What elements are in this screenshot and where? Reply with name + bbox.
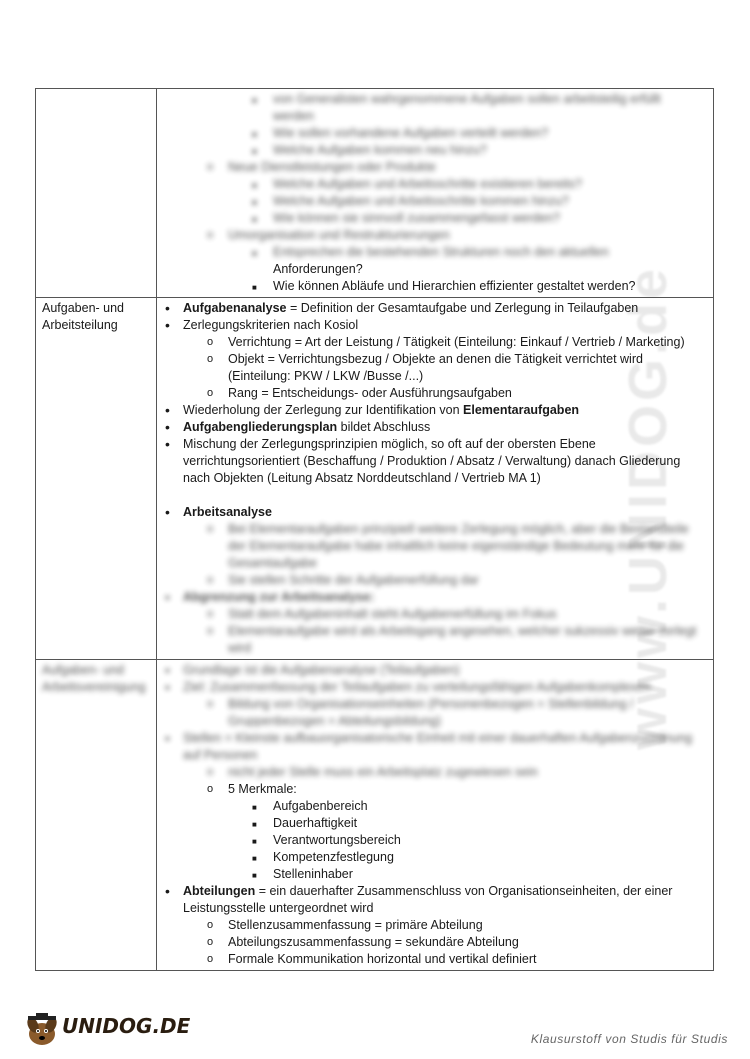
list-item: Dauerhaftigkeit	[273, 816, 358, 830]
list-item: Neue Dienstleistungen oder Produkte	[228, 160, 436, 174]
table-row	[36, 298, 714, 660]
list-item: von Generalisten wahrgenommene Aufgaben sollen arbeitsteilig erfüllt	[273, 92, 661, 106]
list-item: Wie können sie sinnvoll zusammengefasst werden?	[273, 211, 560, 225]
logo-text: UNIDOG.DE	[62, 1014, 191, 1038]
table-cell-label-empty	[36, 89, 157, 298]
content-table	[35, 88, 714, 971]
footer-tagline: Klausurstoff von Studis für Studis	[530, 1032, 728, 1046]
list-item: bildet Abschluss	[337, 420, 431, 434]
term-bold: Abgrenzung zur Arbeitsanalyse:	[183, 590, 375, 604]
list-item: Ziel: Zusammenfassung der Teilaufgaben zu verteilungsfähigen Aufgabenkomplexen	[183, 680, 651, 694]
list-item: Welche Aufgaben und Arbeitsschritte kommen hinzu?	[273, 194, 569, 208]
list-item: Welche Aufgaben kommen neu hinzu?	[273, 143, 487, 157]
list-item: Stellen = Kleinste aufbauorganisatorische Einheit mit einer dauerhaften Aufgabenzuordnung auf Personen	[183, 731, 693, 762]
list-item: nicht jeder Stelle muss ein Arbeitsplatz zugewiesen sein	[228, 765, 538, 779]
blurred-region: o Bei Elementaraufgaben prinzipiell weitere Zerlegung möglich, aber die Bestandteile der Elementaraufgabe habe inhaltlich keine eigenständige Bedeutung mehr für die Gesamtaufgabe o Sie stellen Schritte der Aufgabenerfüllung dar • Abgrenzung zur Arbeitsanalyse: o Statt dem Aufgabeninhalt steht Aufgabenerfüllung im Fokus o Elementaraufgabe wird als Arbeitsgang angesehen, welcher sukzessiv weiter zerlegt wird	[165, 522, 697, 655]
term-bold: Arbeitsanalyse	[183, 505, 272, 519]
list-item: Welche Aufgaben und Arbeitsschritte existieren bereits?	[273, 177, 582, 191]
list-item: Verrichtung = Art der Leistung / Tätigkeit (Einteilung: Einkauf / Vertrieb / Marketing)	[228, 335, 685, 349]
term-bold: Abteilungen	[183, 884, 256, 898]
table-row	[36, 89, 714, 298]
list-item: = Definition der Gesamtaufgabe und Zerlegung in Teilaufgaben	[286, 301, 639, 315]
table-cell-content: • Grundlage ist die Aufgabenanalyse (Teilaufgaben) • Ziel: Zusammenfassung der Teilaufgaben zu verteilungsfähigen Aufgabenkomplexen o Bildung von Organisationseinheiten (Personenbezogen = Stellenbildung / Gruppenbezogen = Abteilungsbildung) • Stellen = Kleinste aufbauorganisatorische Einheit mit einer dauerhaften Aufgabenzuordnung auf Personen o nicht jeder Stelle muss ein Arbeitsplatz zugewiesen sein o 5 Merkmale: ■ Aufgabenbereich ■ Dauerhaftigkeit ■ Verantwortungsbereich ■ Kompetenzfestlegung ■ Stelleninhaber • Abteilungen = ein dauerhafter Zusammenschluss von Organisationseinheiten, der einer Leistungsstelle untergeordnet wird o Stellenzusammenfassung = primäre Abteilung o Abteilungszusammenfassung = sekundäre Abteilung o Formale Kommunikation horizontal und vertikal definiert	[157, 660, 714, 971]
list-item: Abteilungszusammenfassung = sekundäre Abteilung	[228, 935, 519, 949]
list-item: Stellenzusammenfassung = primäre Abteilung	[228, 918, 483, 932]
table-cell-content: ■ von Generalisten wahrgenommene Aufgaben sollen arbeitsteilig erfüllt werden ■ Wie sollen vorhandene Aufgaben verteilt werden? ■ Welche Aufgaben kommen neu hinzu? o Neue Dienstleistungen oder Produkte ■ Welche Aufgaben und Arbeitsschritte existieren bereits? ■ Welche Aufgaben und Arbeitsschritte kommen hinzu? ■ Wie können sie sinnvoll zusammengefasst werden? o Umorganisation und Restrukturierungen ■ Entsprechen die bestehenden Strukturen noch den aktuellen Anforderungen? ■ Wie können Abläufe und Hierarchien effizienter gestaltet werden?	[157, 89, 714, 298]
section-label: Aufgaben- und Arbeitsteilung	[36, 298, 157, 660]
watermark: www.UNIDOG.de	[618, 264, 678, 750]
list-item: Wie können Abläufe und Hierarchien effizienter gestaltet werden?	[273, 279, 636, 293]
list-item: Zerlegungskriterien nach Kosiol	[183, 318, 359, 332]
section-label: Aufgaben- und Arbeitsvereinigung	[36, 660, 157, 971]
list-item: 5 Merkmale:	[228, 782, 297, 796]
list-item: Entsprechen die bestehenden Strukturen noch den aktuellen	[273, 245, 609, 259]
list-item: Objekt = Verrichtungsbezug / Objekte an denen die Tätigkeit verrichtet wird (Einteilung: PKW / LKW /Busse /...)	[228, 352, 643, 383]
blurred-region: ■ von Generalisten wahrgenommene Aufgaben sollen arbeitsteilig erfüllt werden ■ Wie sollen vorhandene Aufgaben verteilt werden? ■ Welche Aufgaben kommen neu hinzu? o Neue Dienstleistungen oder Produkte ■ Welche Aufgaben und Arbeitsschritte existieren bereits? ■ Welche Aufgaben und Arbeitsschritte kommen hinzu? ■ Wie können sie sinnvoll zusammengefasst werden? o Umorganisation und Restrukturierungen ■ Entsprechen die bestehenden Strukturen noch den aktuellen	[207, 92, 661, 259]
list-item: Anforderungen?	[273, 262, 363, 276]
list-item: Grundlage ist die Aufgabenanalyse (Teilaufgaben)	[183, 663, 460, 677]
list-item: Elementaraufgabe wird als Arbeitsgang angesehen, welcher sukzessiv weiter zerlegt wird	[228, 624, 697, 655]
term-bold: Aufgabengliederungsplan	[183, 420, 338, 434]
term-bold: Aufgabenanalyse	[183, 301, 287, 315]
unidog-logo[interactable]	[22, 1012, 191, 1048]
list-item: Wie sollen vorhandene Aufgaben verteilt werden?	[273, 126, 549, 140]
list-item: Aufgabenbereich	[273, 799, 368, 813]
list-item: werden	[273, 109, 314, 123]
term-bold: Elementaraufgaben	[463, 403, 580, 417]
list-item: Formale Kommunikation horizontal und vertikal definiert	[228, 952, 537, 966]
list-item: Wiederholung der Zerlegung zur Identifikation von	[183, 403, 464, 417]
table-cell-content: • Aufgabenanalyse = Definition der Gesamtaufgabe und Zerlegung in Teilaufgaben • Zerlegungskriterien nach Kosiol o Verrichtung = Art der Leistung / Tätigkeit (Einteilung: Einkauf / Vertrieb / Marketing) o Objekt = Verrichtungsbezug / Objekte an denen die Tätigkeit verrichtet wird (Einteilung: PKW / LKW /Busse /...) o Rang = Entscheidungs- oder Ausführungsaufgaben • Wiederholung der Zerlegung zur Identifikation von Elementaraufgaben • Aufgabengliederungsplan bildet Abschluss • Mischung der Zerlegungsprinzipien möglich, so oft auf der obersten Ebene verrichtungsorientiert (Beschaffung / Produktion / Absatz / Verwaltung) danach Gliederung nach Objekten (Leitung Absatz Norddeutschland / Vertrieb MA 1) • Arbeitsanalyse o Bei Elementaraufgaben prinzipiell weitere Zerlegung möglich, aber die Bestandteile der Elementaraufgabe habe inhaltlich keine eigenständige Bedeutung mehr für die Gesamtaufgabe o Sie stellen Schritte der Aufgabenerfüllung dar • Abgrenzung zur Arbeitsanalyse: o Statt dem Aufgabeninhalt steht Aufgabenerfüllung im Fokus o Elementaraufgabe wird als Arbeitsgang angesehen, welcher sukzessiv weiter zerlegt wird	[157, 298, 714, 660]
list-item: Bei Elementaraufgaben prinzipiell weitere Zerlegung möglich, aber die Bestandteile der Elementaraufgabe habe inhaltlich keine eigenständige Bedeutung mehr für die Gesamtaufgabe	[228, 522, 689, 570]
dog-icon	[22, 1012, 62, 1048]
list-item: Rang = Entscheidungs- oder Ausführungsaufgaben	[228, 386, 512, 400]
blurred-region: • Grundlage ist die Aufgabenanalyse (Teilaufgaben) • Ziel: Zusammenfassung der Teilaufgaben zu verteilungsfähigen Aufgabenkomplexen o Bildung von Organisationseinheiten (Personenbezogen = Stellenbildung / Gruppenbezogen = Abteilungsbildung) • Stellen = Kleinste aufbauorganisatorische Einheit mit einer dauerhaften Aufgabenzuordnung auf Personen o nicht jeder Stelle muss ein Arbeitsplatz zugewiesen sein	[165, 662, 693, 779]
list-item: Verantwortungsbereich	[273, 833, 401, 847]
list-item: Sie stellen Schritte der Aufgabenerfüllung dar	[228, 573, 479, 587]
list-item: Mischung der Zerlegungsprinzipien möglich, so oft auf der obersten Ebene verrichtungsorientiert (Beschaffung / Produktion / Absatz / Verwaltung) danach Gliederung nach Objekten (Leitung Absatz Norddeutschland / Vertrieb MA 1)	[183, 437, 681, 485]
table-row	[36, 660, 714, 971]
list-item: Umorganisation und Restrukturierungen	[228, 228, 450, 242]
list-item: = ein dauerhafter Zusammenschluss von Organisationseinheiten, der einer Leistungsstelle untergeordnet wird	[183, 884, 673, 915]
list-item: Statt dem Aufgabeninhalt steht Aufgabenerfüllung im Fokus	[228, 607, 557, 621]
list-item: Bildung von Organisationseinheiten (Personenbezogen = Stellenbildung / Gruppenbezogen = Abteilungsbildung)	[228, 697, 634, 728]
list-item: Kompetenzfestlegung	[273, 850, 394, 864]
list-item: Stelleninhaber	[273, 867, 353, 881]
